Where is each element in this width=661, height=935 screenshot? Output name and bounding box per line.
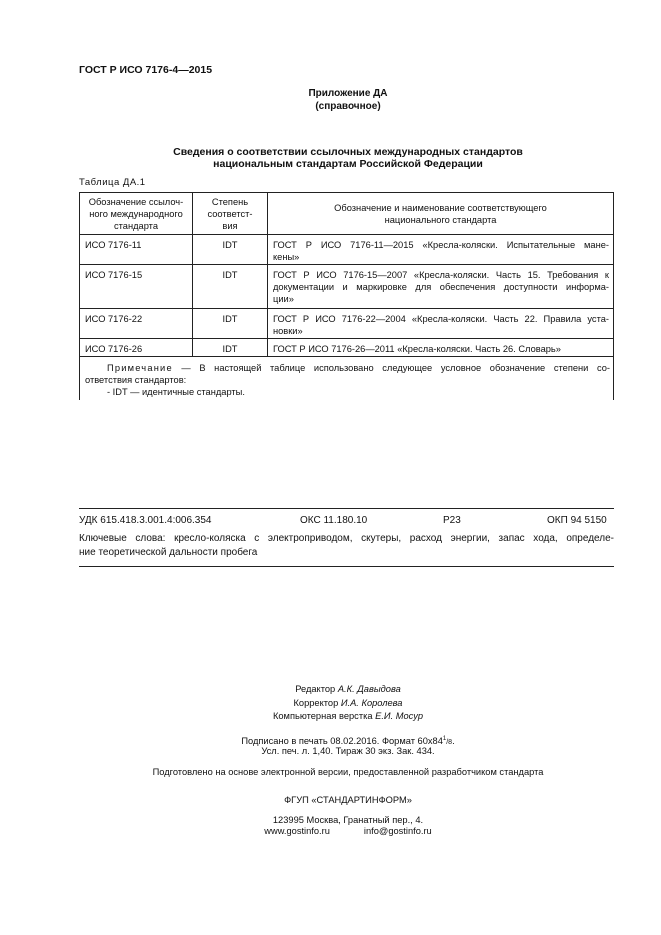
cell-reference: ИСО 7176-15 bbox=[85, 270, 143, 280]
cell-degree: IDT bbox=[222, 314, 238, 324]
heading-line-2: национальным стандартам Российской Федерации bbox=[213, 158, 483, 170]
heading-line-1: Сведения о соответствии ссылочных международных стандартов bbox=[173, 146, 523, 158]
table-rule bbox=[79, 308, 614, 309]
table-rule bbox=[79, 356, 614, 357]
header-line: Обозначение и наименование соответствующего bbox=[334, 203, 547, 213]
contacts bbox=[0, 825, 661, 837]
cell-line: документации и маркировке для обеспечения доступности информа- bbox=[273, 282, 609, 292]
format-sup: 1 bbox=[442, 736, 447, 742]
header-line: национального стандарта bbox=[384, 215, 497, 225]
print-signed: Подписано в печать 08.02.2016. Формат 60x84 bbox=[241, 736, 443, 747]
address: 123995 Москва, Гранатный пер., 4. bbox=[272, 815, 424, 825]
layout-label: Компьютерная верстка bbox=[272, 711, 373, 721]
cell-reference: ИСО 7176-26 bbox=[85, 344, 143, 354]
keywords bbox=[79, 532, 614, 559]
editor-name: А.К. Давыдова bbox=[337, 684, 401, 694]
cell-line: кены» bbox=[273, 252, 300, 262]
cell-line: ГОСТ Р ИСО 7176-11—2015 «Кресла-коляски. Испытательные мане- bbox=[273, 240, 609, 250]
format-sub: /8 bbox=[446, 739, 453, 747]
header-line: ного международного bbox=[89, 209, 183, 219]
header-line: Степень bbox=[211, 197, 249, 207]
editor-line bbox=[0, 683, 661, 695]
table-rule-vertical bbox=[267, 192, 268, 356]
layout-name: Е.И. Мосур bbox=[375, 711, 424, 721]
cell-line: ГОСТ Р ИСО 7176-15—2007 «Кресла-коляски. Часть 15. Требования к bbox=[273, 270, 609, 280]
header-line: Обозначение ссылоч- bbox=[88, 197, 184, 207]
document-code: ГОСТ Р ИСО 7176-4—2015 bbox=[79, 64, 213, 76]
keywords-line: ние теоретической дальности пробега bbox=[79, 546, 258, 558]
print-run-line: Усл. печ. л. 1,40. Тираж 30 экз. Зак. 434. bbox=[261, 746, 435, 756]
divider bbox=[79, 508, 614, 509]
udk-code: УДК 615.418.3.001.4:006.354 bbox=[79, 515, 212, 526]
header-line: стандарта bbox=[114, 221, 158, 231]
note-line: ответствия стандартов: bbox=[85, 375, 187, 385]
layout-line bbox=[0, 710, 661, 722]
oks-code: ОКС 11.180.10 bbox=[300, 515, 368, 526]
cell-national-standard bbox=[273, 239, 609, 263]
column-header-degree bbox=[193, 196, 267, 232]
table-label: Таблица ДА.1 bbox=[79, 177, 146, 188]
prepared-line: Подготовлено на основе электронной версии, предоставленной разработчиком стандарта bbox=[152, 767, 544, 777]
table-rule bbox=[79, 192, 614, 193]
corrector-name: И.А. Королева bbox=[340, 698, 403, 708]
editor-label: Редактор bbox=[295, 684, 336, 694]
table-rule-vertical bbox=[79, 192, 80, 400]
reference-table bbox=[79, 192, 614, 400]
cell-national-standard bbox=[273, 343, 609, 355]
cell-reference: ИСО 7176-22 bbox=[85, 314, 143, 324]
table-rule bbox=[79, 234, 614, 235]
note-line bbox=[85, 362, 610, 374]
corrector-label: Корректор bbox=[293, 698, 339, 708]
cell-national-standard bbox=[273, 269, 609, 305]
keywords-line: Ключевые слова: кресло-коляска с электроприводом, скутеры, расход энергии, запас хода, определе- bbox=[79, 533, 614, 544]
print-end: . bbox=[452, 736, 455, 747]
header-line: вия bbox=[222, 221, 238, 231]
cell-line: новки» bbox=[273, 326, 303, 336]
okp-code: ОКП 94 5150 bbox=[547, 515, 607, 526]
cell-line: ГОСТ Р ИСО 7176-26—2011 «Кресла-коляски. Часть 26. Словарь» bbox=[273, 344, 561, 354]
publisher: ФГУП «СТАНДАРТИНФОРМ» bbox=[284, 795, 412, 805]
email-link[interactable]: info@gostinfo.ru bbox=[363, 826, 432, 836]
cell-degree: IDT bbox=[222, 240, 238, 250]
annex-title: Приложение ДА bbox=[308, 88, 388, 99]
cell-line: ции» bbox=[273, 294, 294, 304]
cell-national-standard bbox=[273, 313, 609, 337]
table-note bbox=[85, 362, 610, 398]
table-rule bbox=[79, 264, 614, 265]
divider bbox=[79, 566, 614, 567]
cell-degree: IDT bbox=[222, 344, 238, 354]
table-rule-vertical bbox=[613, 192, 614, 400]
note-line: - IDT — идентичные стандарты. bbox=[107, 387, 245, 397]
group-code: Р23 bbox=[443, 515, 461, 526]
note-label: Примечание bbox=[107, 363, 173, 373]
annex-subtitle: (справочное) bbox=[315, 101, 381, 112]
header-line: соответст- bbox=[207, 209, 253, 219]
note-text: — В настоящей таблице использовано следующее условное обозначение степени со- bbox=[172, 363, 610, 373]
website-link[interactable]: www.gostinfo.ru bbox=[264, 826, 330, 836]
cell-reference: ИСО 7176-11 bbox=[85, 240, 142, 250]
column-header-reference bbox=[81, 196, 191, 232]
cell-line: ГОСТ Р ИСО 7176-22—2004 «Кресла-коляски. Часть 22. Правила уста- bbox=[273, 314, 609, 324]
corrector-line bbox=[0, 697, 661, 709]
column-header-national bbox=[269, 202, 612, 226]
cell-degree: IDT bbox=[222, 270, 238, 280]
table-rule bbox=[79, 338, 614, 339]
section-heading bbox=[0, 146, 661, 170]
